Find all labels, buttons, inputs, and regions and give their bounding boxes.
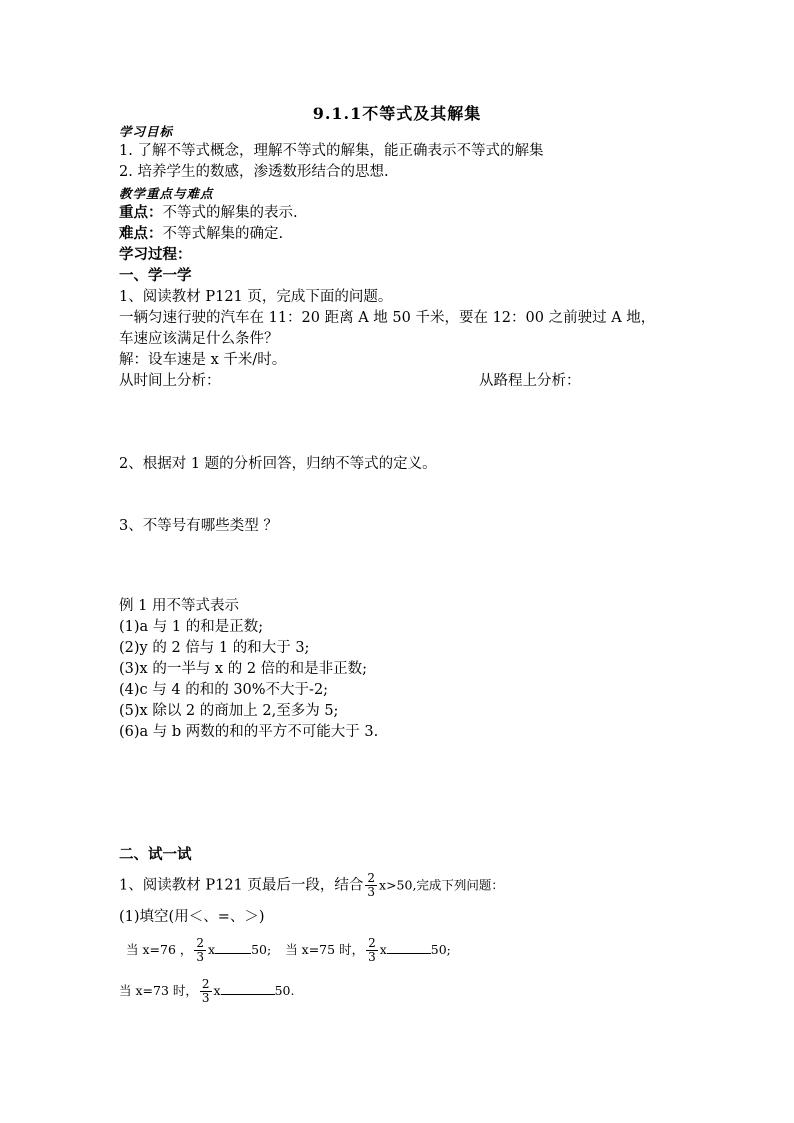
example-item: (1)a 与 1 的和是正数; (119, 619, 264, 635)
objective-item-2: 2. 培养学生的数感，渗透数形结合的思想. (119, 164, 389, 180)
example-item: (6)a 与 b 两数的和的平方不可能大于 3. (119, 724, 379, 740)
difficulty-label: 难点： (119, 225, 163, 242)
section1-heading: 一、学一学 (119, 267, 192, 284)
distance-analysis-label: 从路程上分析： (479, 373, 581, 389)
example-item: (3)x 的一半与 x 的 2 倍的和是非正数; (119, 661, 368, 677)
when-75-label: 当 x=75 时， (285, 942, 365, 957)
fill-heading: (1)填空(用＜、=、＞) (119, 909, 265, 925)
objectives-heading: 学习目标 (119, 124, 174, 139)
section2-q1 (119, 872, 504, 899)
section1-q1-line2: 一辆匀速行驶的汽车在 11：20 距离 A 地 50 千米，要在 12：00 之前驶过 A 地， (119, 310, 656, 326)
fill-row-1 (126, 937, 451, 964)
solution-line: 解：设车速是 x 千米/时。 (119, 352, 287, 368)
key-points-heading: 教学重点与难点 (119, 186, 214, 201)
answer-blank-75[interactable] (387, 941, 431, 954)
fraction-two-thirds: $\frac{2}{3}$ (196, 936, 205, 964)
time-analysis-label: 从时间上分析： (119, 373, 221, 389)
when-73-label: 当 x=73 时， (119, 983, 198, 998)
x-variable: x (379, 942, 387, 957)
example-item: (4)c 与 4 的和的 30%不大于-2; (119, 682, 329, 698)
fraction-two-thirds: $\frac{2}{3}$ (201, 977, 210, 1005)
answer-blank-73[interactable] (221, 982, 275, 995)
difficulty-text: 不等式解集的确定. (162, 226, 284, 242)
value-50: 50. (274, 983, 295, 998)
section1-q3: 3、不等号有哪些类型 ？ (119, 518, 278, 534)
fraction-two-thirds: $\frac{2}{3}$ (367, 871, 376, 899)
example-item: (5)x 除以 2 的商加上 2,至多为 5; (119, 703, 339, 719)
focus-line (119, 203, 298, 223)
focus-label: 重点： (119, 204, 163, 221)
example-item: (2)y 的 2 倍与 1 的和大于 3; (119, 640, 310, 656)
section2-q1-prefix: 1、阅读教材 P121 页最后一段，结合 (119, 877, 364, 894)
section2-heading: 二、试一试 (119, 846, 192, 863)
section1-q1: 1、阅读教材 P121 页，完成下面的问题。 (119, 289, 393, 305)
example-heading: 例 1 用不等式表示 (119, 598, 239, 614)
answer-blank-76[interactable] (215, 941, 251, 954)
x-variable: x (208, 942, 216, 957)
when-76-label: 当 x=76 ， (126, 942, 193, 957)
focus-text: 不等式的解集的表示. (162, 205, 298, 221)
difficulty-line (119, 224, 283, 244)
fraction-two-thirds: $\frac{2}{3}$ (368, 936, 376, 964)
value-50: 50; (430, 942, 451, 957)
section1-q2: 2、根据对 1 题的分析回答，归纳不等式的定义。 (119, 456, 437, 472)
fill-row-2 (119, 978, 294, 1005)
value-50: 50; (251, 942, 272, 957)
objective-item-1: 1. 了解不等式概念，理解不等式的解集，能正确表示不等式的解集 (119, 143, 544, 159)
section1-q1-line3: 车速应该满足什么条件？ (119, 331, 279, 347)
process-heading: 学习过程： (119, 246, 192, 263)
section2-q1-suffix: x>50,完成下列问题： (379, 877, 504, 893)
page-title: 9.1.1不等式及其解集 (312, 104, 482, 123)
x-variable: x (213, 983, 221, 998)
